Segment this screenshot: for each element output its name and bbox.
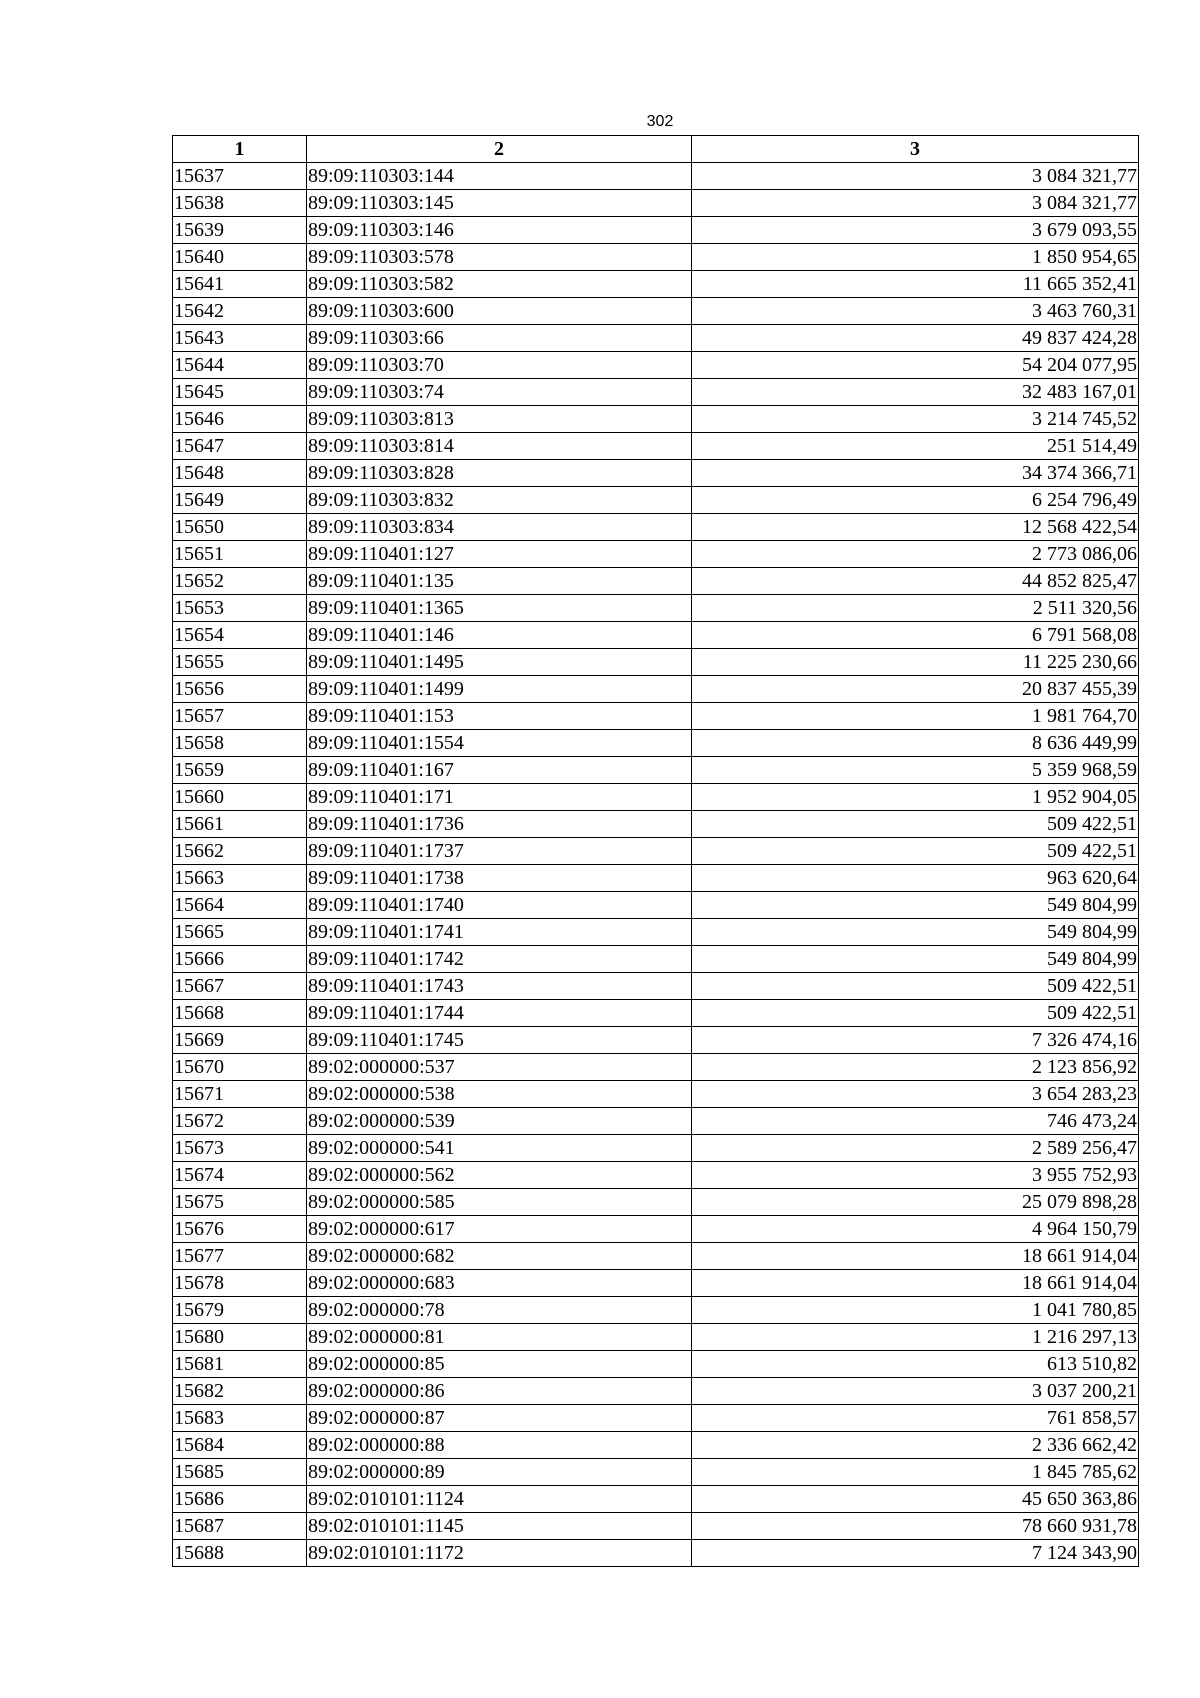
cadastral-value-cell: 78 660 931,78 xyxy=(692,1513,1139,1540)
cadastral-value-cell: 11 225 230,66 xyxy=(692,649,1139,676)
table-row xyxy=(173,1297,1139,1324)
cadastral-value-cell: 20 837 455,39 xyxy=(692,676,1139,703)
cadastral-value-cell: 2 336 662,42 xyxy=(692,1432,1139,1459)
cadastral-value-cell: 1 216 297,13 xyxy=(692,1324,1139,1351)
cadastral-number-cell: 89:09:110401:1365 xyxy=(307,595,692,622)
table-header-row xyxy=(173,136,1139,163)
row-number-cell: 15655 xyxy=(173,649,307,676)
row-number-cell: 15650 xyxy=(173,514,307,541)
cadastral-number-cell: 89:02:000000:562 xyxy=(307,1162,692,1189)
page-number: 302 xyxy=(646,113,674,130)
cadastral-value-cell: 509 422,51 xyxy=(692,838,1139,865)
cadastral-value-cell: 3 654 283,23 xyxy=(692,1081,1139,1108)
table-row xyxy=(173,1540,1139,1567)
table-row xyxy=(173,1000,1139,1027)
table-row xyxy=(173,1135,1139,1162)
cadastral-number-cell: 89:09:110401:1743 xyxy=(307,973,692,1000)
row-number-cell: 15672 xyxy=(173,1108,307,1135)
table-row xyxy=(173,1459,1139,1486)
row-number-cell: 15640 xyxy=(173,244,307,271)
cadastral-number-cell: 89:09:110401:135 xyxy=(307,568,692,595)
cadastral-number-cell: 89:02:010101:1172 xyxy=(307,1540,692,1567)
cadastral-number-cell: 89:09:110401:1495 xyxy=(307,649,692,676)
cadastral-number-cell: 89:09:110401:1737 xyxy=(307,838,692,865)
table-row xyxy=(173,163,1139,190)
cadastral-number-cell: 89:09:110401:167 xyxy=(307,757,692,784)
row-number-cell: 15660 xyxy=(173,784,307,811)
cadastral-number-cell: 89:09:110401:1554 xyxy=(307,730,692,757)
cadastral-value-cell: 49 837 424,28 xyxy=(692,325,1139,352)
cadastral-value-cell: 32 483 167,01 xyxy=(692,379,1139,406)
row-number-cell: 15668 xyxy=(173,1000,307,1027)
table-row xyxy=(173,676,1139,703)
row-number-cell: 15675 xyxy=(173,1189,307,1216)
cadastral-value-cell: 6 254 796,49 xyxy=(692,487,1139,514)
row-number-cell: 15643 xyxy=(173,325,307,352)
cadastral-value-cell: 7 124 343,90 xyxy=(692,1540,1139,1567)
table-row xyxy=(173,1027,1139,1054)
row-number-cell: 15663 xyxy=(173,865,307,892)
cadastral-number-cell: 89:09:110303:70 xyxy=(307,352,692,379)
cadastral-number-cell: 89:09:110303:145 xyxy=(307,190,692,217)
cadastral-number-cell: 89:09:110401:1742 xyxy=(307,946,692,973)
cadastral-value-cell: 509 422,51 xyxy=(692,973,1139,1000)
row-number-cell: 15671 xyxy=(173,1081,307,1108)
cadastral-number-cell: 89:02:010101:1124 xyxy=(307,1486,692,1513)
cadastral-value-cell: 4 964 150,79 xyxy=(692,1216,1139,1243)
cadastral-value-cell: 25 079 898,28 xyxy=(692,1189,1139,1216)
table-row xyxy=(173,460,1139,487)
cadastral-number-cell: 89:02:000000:538 xyxy=(307,1081,692,1108)
table-row xyxy=(173,298,1139,325)
cadastral-value-cell: 2 511 320,56 xyxy=(692,595,1139,622)
cadastral-number-cell: 89:02:000000:78 xyxy=(307,1297,692,1324)
table-row xyxy=(173,541,1139,568)
row-number-cell: 15658 xyxy=(173,730,307,757)
cadastral-number-cell: 89:02:000000:617 xyxy=(307,1216,692,1243)
table-row xyxy=(173,1405,1139,1432)
cadastral-value-cell: 3 679 093,55 xyxy=(692,217,1139,244)
cadastral-value-cell: 18 661 914,04 xyxy=(692,1243,1139,1270)
table-row xyxy=(173,919,1139,946)
cadastral-value-cell: 3 084 321,77 xyxy=(692,190,1139,217)
table-row xyxy=(173,1378,1139,1405)
table-row xyxy=(173,1432,1139,1459)
row-number-cell: 15659 xyxy=(173,757,307,784)
row-number-cell: 15644 xyxy=(173,352,307,379)
table-row xyxy=(173,892,1139,919)
column-header-2: 2 xyxy=(307,136,692,163)
row-number-cell: 15687 xyxy=(173,1513,307,1540)
cadastral-value-cell: 12 568 422,54 xyxy=(692,514,1139,541)
cadastral-value-cell: 8 636 449,99 xyxy=(692,730,1139,757)
row-number-cell: 15678 xyxy=(173,1270,307,1297)
cadastral-value-cell: 54 204 077,95 xyxy=(692,352,1139,379)
cadastral-value-cell: 6 791 568,08 xyxy=(692,622,1139,649)
row-number-cell: 15681 xyxy=(173,1351,307,1378)
cadastral-value-cell: 746 473,24 xyxy=(692,1108,1139,1135)
table-row xyxy=(173,406,1139,433)
cadastral-value-cell: 1 850 954,65 xyxy=(692,244,1139,271)
cadastral-value-cell: 45 650 363,86 xyxy=(692,1486,1139,1513)
table-row xyxy=(173,1486,1139,1513)
cadastral-value-cell: 2 773 086,06 xyxy=(692,541,1139,568)
table-row xyxy=(173,1216,1139,1243)
cadastral-value-cell: 963 620,64 xyxy=(692,865,1139,892)
table-row xyxy=(173,973,1139,1000)
table-row xyxy=(173,1513,1139,1540)
cadastral-number-cell: 89:09:110303:582 xyxy=(307,271,692,298)
cadastral-number-cell: 89:09:110303:146 xyxy=(307,217,692,244)
table-row xyxy=(173,622,1139,649)
table-row xyxy=(173,325,1139,352)
row-number-cell: 15670 xyxy=(173,1054,307,1081)
cadastral-number-cell: 89:09:110303:66 xyxy=(307,325,692,352)
row-number-cell: 15648 xyxy=(173,460,307,487)
table-row xyxy=(173,1270,1139,1297)
cadastral-value-cell: 3 214 745,52 xyxy=(692,406,1139,433)
cadastral-value-cell: 761 858,57 xyxy=(692,1405,1139,1432)
row-number-cell: 15676 xyxy=(173,1216,307,1243)
cadastral-value-cell: 509 422,51 xyxy=(692,1000,1139,1027)
cadastral-number-cell: 89:09:110401:171 xyxy=(307,784,692,811)
row-number-cell: 15664 xyxy=(173,892,307,919)
cadastral-value-cell: 549 804,99 xyxy=(692,919,1139,946)
table-row xyxy=(173,487,1139,514)
cadastral-number-cell: 89:09:110303:834 xyxy=(307,514,692,541)
table-row xyxy=(173,730,1139,757)
table-row xyxy=(173,217,1139,244)
cadastral-value-cell: 3 955 752,93 xyxy=(692,1162,1139,1189)
row-number-cell: 15637 xyxy=(173,163,307,190)
cadastral-number-cell: 89:09:110303:144 xyxy=(307,163,692,190)
column-header-1: 1 xyxy=(173,136,307,163)
table-row xyxy=(173,1351,1139,1378)
row-number-cell: 15666 xyxy=(173,946,307,973)
table-row xyxy=(173,568,1139,595)
table-row xyxy=(173,1108,1139,1135)
cadastral-value-cell: 3 084 321,77 xyxy=(692,163,1139,190)
cadastral-number-cell: 89:09:110401:1738 xyxy=(307,865,692,892)
cadastral-value-cell: 1 952 904,05 xyxy=(692,784,1139,811)
table-row xyxy=(173,838,1139,865)
cadastral-number-cell: 89:09:110401:153 xyxy=(307,703,692,730)
table-row xyxy=(173,1081,1139,1108)
cadastral-value-cell: 11 665 352,41 xyxy=(692,271,1139,298)
cadastral-value-cell: 1 981 764,70 xyxy=(692,703,1139,730)
cadastral-value-cell: 1 041 780,85 xyxy=(692,1297,1139,1324)
row-number-cell: 15677 xyxy=(173,1243,307,1270)
cadastral-value-cell: 7 326 474,16 xyxy=(692,1027,1139,1054)
cadastral-number-cell: 89:02:000000:539 xyxy=(307,1108,692,1135)
cadastral-number-cell: 89:09:110401:1744 xyxy=(307,1000,692,1027)
row-number-cell: 15649 xyxy=(173,487,307,514)
row-number-cell: 15645 xyxy=(173,379,307,406)
table-row xyxy=(173,244,1139,271)
row-number-cell: 15673 xyxy=(173,1135,307,1162)
cadastral-number-cell: 89:02:000000:537 xyxy=(307,1054,692,1081)
cadastral-number-cell: 89:09:110303:813 xyxy=(307,406,692,433)
table-row xyxy=(173,946,1139,973)
table-row xyxy=(173,514,1139,541)
row-number-cell: 15679 xyxy=(173,1297,307,1324)
table-row xyxy=(173,811,1139,838)
cadastral-number-cell: 89:09:110401:146 xyxy=(307,622,692,649)
cadastral-value-cell: 549 804,99 xyxy=(692,892,1139,919)
table-body xyxy=(173,163,1139,1567)
row-number-cell: 15665 xyxy=(173,919,307,946)
cadastral-number-cell: 89:09:110303:814 xyxy=(307,433,692,460)
row-number-cell: 15647 xyxy=(173,433,307,460)
cadastral-number-cell: 89:09:110401:1745 xyxy=(307,1027,692,1054)
cadastral-value-cell: 34 374 366,71 xyxy=(692,460,1139,487)
table-row xyxy=(173,1324,1139,1351)
row-number-cell: 15657 xyxy=(173,703,307,730)
cadastral-number-cell: 89:09:110303:578 xyxy=(307,244,692,271)
cadastral-number-cell: 89:02:000000:86 xyxy=(307,1378,692,1405)
row-number-cell: 15654 xyxy=(173,622,307,649)
row-number-cell: 15653 xyxy=(173,595,307,622)
table-row xyxy=(173,1243,1139,1270)
cadastral-number-cell: 89:09:110303:74 xyxy=(307,379,692,406)
row-number-cell: 15662 xyxy=(173,838,307,865)
cadastral-number-cell: 89:02:000000:81 xyxy=(307,1324,692,1351)
row-number-cell: 15682 xyxy=(173,1378,307,1405)
row-number-cell: 15641 xyxy=(173,271,307,298)
row-number-cell: 15669 xyxy=(173,1027,307,1054)
cadastral-number-cell: 89:09:110401:1736 xyxy=(307,811,692,838)
table-row xyxy=(173,190,1139,217)
cadastral-number-cell: 89:09:110303:828 xyxy=(307,460,692,487)
row-number-cell: 15684 xyxy=(173,1432,307,1459)
table-row xyxy=(173,1162,1139,1189)
cadastral-number-cell: 89:02:000000:89 xyxy=(307,1459,692,1486)
row-number-cell: 15667 xyxy=(173,973,307,1000)
cadastral-number-cell: 89:09:110303:600 xyxy=(307,298,692,325)
row-number-cell: 15686 xyxy=(173,1486,307,1513)
table-row xyxy=(173,379,1139,406)
table-row xyxy=(173,1054,1139,1081)
table-row xyxy=(173,703,1139,730)
cadastral-value-cell: 5 359 968,59 xyxy=(692,757,1139,784)
table-row xyxy=(173,865,1139,892)
row-number-cell: 15688 xyxy=(173,1540,307,1567)
row-number-cell: 15656 xyxy=(173,676,307,703)
cadastral-number-cell: 89:09:110401:1741 xyxy=(307,919,692,946)
cadastral-number-cell: 89:02:000000:87 xyxy=(307,1405,692,1432)
row-number-cell: 15639 xyxy=(173,217,307,244)
row-number-cell: 15651 xyxy=(173,541,307,568)
table-row xyxy=(173,433,1139,460)
table-row xyxy=(173,1189,1139,1216)
cadastral-value-cell: 44 852 825,47 xyxy=(692,568,1139,595)
table-row xyxy=(173,352,1139,379)
cadastral-number-cell: 89:02:000000:683 xyxy=(307,1270,692,1297)
row-number-cell: 15683 xyxy=(173,1405,307,1432)
table-row xyxy=(173,595,1139,622)
table-row xyxy=(173,784,1139,811)
row-number-cell: 15661 xyxy=(173,811,307,838)
row-number-cell: 15685 xyxy=(173,1459,307,1486)
cadastral-number-cell: 89:09:110401:127 xyxy=(307,541,692,568)
cadastral-value-cell: 549 804,99 xyxy=(692,946,1139,973)
row-number-cell: 15674 xyxy=(173,1162,307,1189)
cadastral-number-cell: 89:09:110303:832 xyxy=(307,487,692,514)
column-header-3: 3 xyxy=(692,136,1139,163)
row-number-cell: 15652 xyxy=(173,568,307,595)
cadastral-value-cell: 3 037 200,21 xyxy=(692,1378,1139,1405)
cadastral-number-cell: 89:02:000000:682 xyxy=(307,1243,692,1270)
row-number-cell: 15642 xyxy=(173,298,307,325)
row-number-cell: 15646 xyxy=(173,406,307,433)
table-row xyxy=(173,757,1139,784)
cadastral-value-cell: 509 422,51 xyxy=(692,811,1139,838)
cadastral-number-cell: 89:02:000000:585 xyxy=(307,1189,692,1216)
row-number-cell: 15680 xyxy=(173,1324,307,1351)
row-number-cell: 15638 xyxy=(173,190,307,217)
cadastral-value-cell: 2 123 856,92 xyxy=(692,1054,1139,1081)
cadastral-value-cell: 1 845 785,62 xyxy=(692,1459,1139,1486)
cadastral-number-cell: 89:02:000000:541 xyxy=(307,1135,692,1162)
table-row xyxy=(173,649,1139,676)
cadastral-value-cell: 251 514,49 xyxy=(692,433,1139,460)
cadastral-value-table xyxy=(172,135,1139,1567)
cadastral-number-cell: 89:02:000000:88 xyxy=(307,1432,692,1459)
table-row xyxy=(173,271,1139,298)
cadastral-number-cell: 89:02:010101:1145 xyxy=(307,1513,692,1540)
cadastral-value-cell: 613 510,82 xyxy=(692,1351,1139,1378)
cadastral-number-cell: 89:02:000000:85 xyxy=(307,1351,692,1378)
cadastral-number-cell: 89:09:110401:1740 xyxy=(307,892,692,919)
cadastral-value-cell: 18 661 914,04 xyxy=(692,1270,1139,1297)
cadastral-value-cell: 2 589 256,47 xyxy=(692,1135,1139,1162)
cadastral-number-cell: 89:09:110401:1499 xyxy=(307,676,692,703)
cadastral-value-cell: 3 463 760,31 xyxy=(692,298,1139,325)
